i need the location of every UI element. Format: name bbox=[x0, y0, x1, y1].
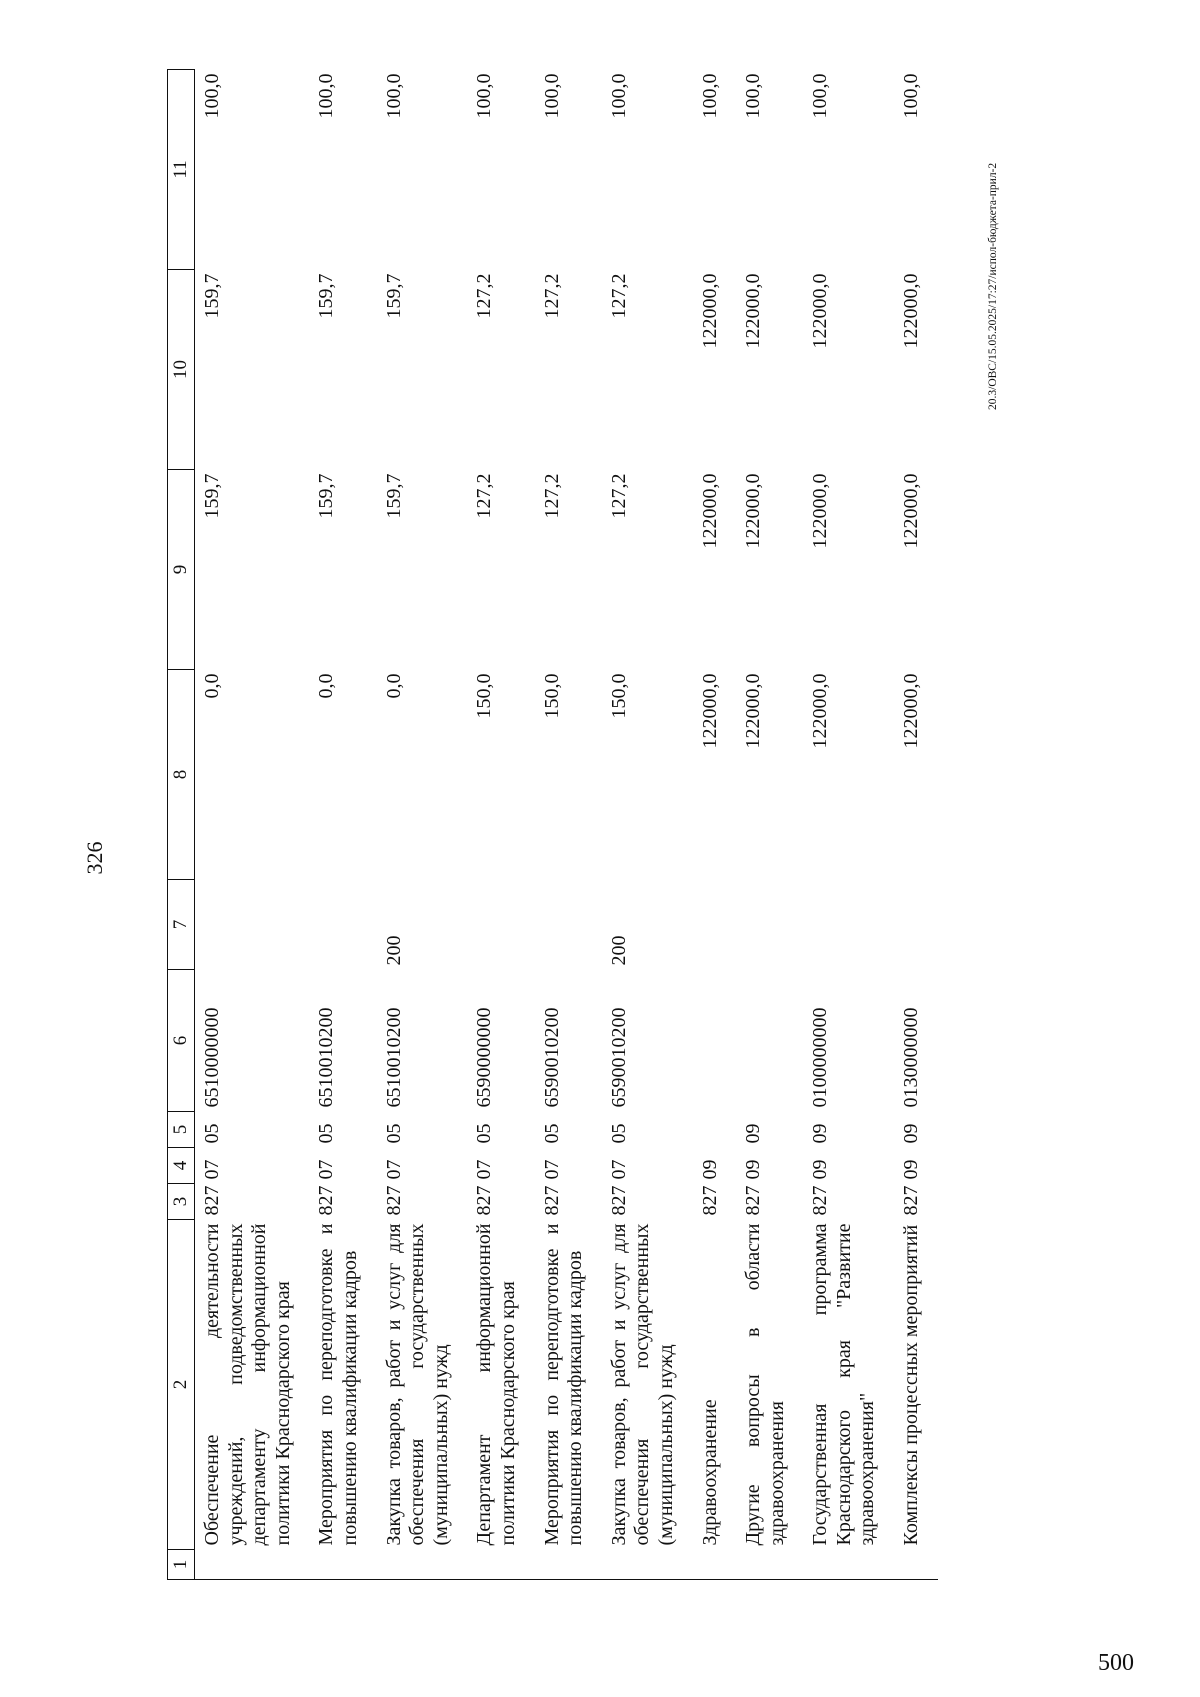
cell-c8: 122000,0 bbox=[809, 673, 832, 749]
cell-c3: 827 bbox=[698, 1185, 721, 1216]
cell-c8: 122000,0 bbox=[900, 673, 923, 749]
cell-c10: 122000,0 bbox=[742, 273, 765, 349]
cell-c3: 827 bbox=[315, 1185, 338, 1216]
cell-name: Закупка товаров, работ и услуг для обеспечения государственных (муниципальных) нужд bbox=[382, 1223, 452, 1546]
cell-col-1 bbox=[693, 1550, 737, 1580]
cell-c3: 827 bbox=[809, 1185, 832, 1216]
cell-col-1 bbox=[195, 1550, 310, 1580]
table-row bbox=[736, 70, 803, 1580]
cell-c4: 07 bbox=[315, 1159, 338, 1180]
cell-col-1 bbox=[602, 1550, 693, 1580]
column-header-8: 8 bbox=[168, 670, 195, 880]
cell-c6 bbox=[693, 970, 737, 1112]
cell-c8: 122000,0 bbox=[698, 673, 721, 749]
cell-c3: 827 bbox=[607, 1185, 630, 1216]
cell-c8: 122000,0 bbox=[742, 673, 765, 749]
cell-c11: 100,0 bbox=[742, 73, 765, 119]
cell-c7 bbox=[894, 880, 938, 970]
cell-c6: 6510010200 bbox=[315, 1007, 338, 1108]
cell-c3: 827 bbox=[382, 1185, 405, 1216]
cell-c11: 100,0 bbox=[698, 73, 721, 119]
cell-c11: 100,0 bbox=[900, 73, 923, 119]
cell-c7 bbox=[736, 880, 803, 970]
table-row bbox=[377, 70, 468, 1580]
cell-c8: 0,0 bbox=[315, 673, 338, 699]
cell-c4: 09 bbox=[809, 1159, 832, 1180]
cell-c11: 100,0 bbox=[382, 73, 405, 119]
cell-c10: 159,7 bbox=[382, 273, 405, 319]
cell-c4: 09 bbox=[900, 1159, 923, 1180]
cell-c6: 6590000000 bbox=[473, 1007, 496, 1108]
table-row bbox=[602, 70, 693, 1580]
table-row bbox=[894, 70, 938, 1580]
column-header-11: 11 bbox=[168, 70, 195, 270]
cell-c6 bbox=[736, 970, 803, 1112]
cell-name: Мероприятия по переподготовке и повышению квалификации кадров bbox=[315, 1223, 361, 1546]
cell-c9: 127,2 bbox=[473, 473, 496, 519]
cell-c11: 100,0 bbox=[540, 73, 563, 119]
cell-c7: 200 bbox=[382, 935, 405, 966]
cell-c9: 127,2 bbox=[607, 473, 630, 519]
cell-c7: 200 bbox=[607, 935, 630, 966]
cell-c5: 05 bbox=[201, 1123, 223, 1144]
budget-table-container bbox=[167, 70, 957, 1580]
column-number-row bbox=[168, 70, 195, 1580]
cell-name: Мероприятия по переподготовке и повышению квалификации кадров bbox=[540, 1223, 587, 1546]
cell-c4: 09 bbox=[742, 1159, 765, 1180]
cell-c3: 827 bbox=[540, 1185, 563, 1216]
table-row bbox=[467, 70, 534, 1580]
page-number: 326 bbox=[82, 841, 107, 875]
cell-name: Обеспечение деятельности учреждений, подведомственных департаменту информационной политики Краснодарского края bbox=[201, 1223, 294, 1546]
cell-c7 bbox=[195, 880, 310, 970]
cell-c6: 6510010200 bbox=[382, 1007, 405, 1108]
cell-c5: 05 bbox=[607, 1123, 630, 1144]
cell-c4: 07 bbox=[540, 1159, 563, 1180]
cell-c6: 0100000000 bbox=[809, 1007, 832, 1108]
cell-c9: 159,7 bbox=[382, 473, 405, 519]
cell-c8: 150,0 bbox=[540, 673, 563, 719]
cell-c9: 159,7 bbox=[315, 473, 338, 519]
cell-name: Здравоохранение bbox=[698, 1399, 721, 1546]
cell-col-1 bbox=[736, 1550, 803, 1580]
cell-c9: 122000,0 bbox=[900, 473, 923, 549]
cell-c10: 122000,0 bbox=[809, 273, 832, 349]
cell-c11: 100,0 bbox=[315, 73, 338, 119]
cell-c10: 159,7 bbox=[315, 273, 338, 319]
cell-c4: 07 bbox=[473, 1159, 496, 1180]
table-row bbox=[693, 70, 737, 1580]
cell-col-1 bbox=[535, 1550, 602, 1580]
cell-c10: 127,2 bbox=[473, 273, 496, 319]
cell-name: Другие вопросы в области здравоохранения bbox=[742, 1223, 788, 1546]
column-header-3: 3 bbox=[168, 1184, 195, 1220]
cell-c10: 159,7 bbox=[201, 273, 223, 319]
cell-col-1 bbox=[377, 1550, 468, 1580]
document-code: 20.3/ОВС/15.05.2025/17:27/испол-бюджета-прил-2 bbox=[987, 162, 999, 410]
cell-c9: 122000,0 bbox=[742, 473, 765, 549]
cell-c8: 0,0 bbox=[201, 673, 223, 699]
column-header-10: 10 bbox=[168, 270, 195, 470]
table-row bbox=[535, 70, 602, 1580]
cell-c5: 05 bbox=[315, 1123, 338, 1144]
sheet-number: 500 bbox=[1098, 1650, 1134, 1676]
cell-col-1 bbox=[803, 1550, 894, 1580]
cell-c9: 122000,0 bbox=[698, 473, 721, 549]
cell-c9: 122000,0 bbox=[809, 473, 832, 549]
cell-c8: 150,0 bbox=[607, 673, 630, 719]
cell-c3: 827 bbox=[742, 1185, 765, 1216]
cell-col-1 bbox=[309, 1550, 376, 1580]
cell-name: Государственная программа Краснодарского края "Развитие здравоохранения" bbox=[809, 1223, 879, 1546]
cell-c4: 07 bbox=[382, 1159, 405, 1180]
cell-c4: 09 bbox=[698, 1159, 721, 1180]
cell-name: Закупка товаров, работ и услуг для обеспечения государственных (муниципальных) нужд bbox=[607, 1223, 677, 1546]
cell-c7 bbox=[693, 880, 737, 970]
column-header-9: 9 bbox=[168, 470, 195, 670]
cell-c3: 827 bbox=[900, 1185, 923, 1216]
cell-c5: 05 bbox=[473, 1123, 496, 1144]
cell-c7 bbox=[467, 880, 534, 970]
cell-c9: 127,2 bbox=[540, 473, 563, 519]
cell-c5: 05 bbox=[540, 1123, 563, 1144]
column-header-6: 6 bbox=[168, 970, 195, 1112]
column-header-7: 7 bbox=[168, 880, 195, 970]
column-header-2: 2 bbox=[168, 1220, 195, 1550]
cell-c10: 127,2 bbox=[540, 273, 563, 319]
budget-table bbox=[167, 69, 938, 1580]
cell-c7 bbox=[309, 880, 376, 970]
cell-c3: 827 bbox=[201, 1185, 223, 1216]
cell-c11: 100,0 bbox=[201, 73, 223, 119]
cell-c5: 09 bbox=[809, 1123, 832, 1144]
cell-c5: 05 bbox=[382, 1123, 405, 1144]
cell-c10: 127,2 bbox=[607, 273, 630, 319]
cell-c10: 122000,0 bbox=[698, 273, 721, 349]
cell-c11: 100,0 bbox=[473, 73, 496, 119]
cell-c6: 6510000000 bbox=[201, 1007, 223, 1108]
cell-c4: 07 bbox=[201, 1159, 223, 1180]
cell-c6: 0130000000 bbox=[900, 1007, 923, 1108]
cell-c9: 159,7 bbox=[201, 473, 223, 519]
column-header-4: 4 bbox=[168, 1148, 195, 1184]
cell-c5: 09 bbox=[742, 1123, 765, 1144]
cell-c11: 100,0 bbox=[607, 73, 630, 119]
column-header-1: 1 bbox=[168, 1550, 195, 1580]
table-row bbox=[195, 70, 310, 1580]
cell-c8: 150,0 bbox=[473, 673, 496, 719]
cell-c7 bbox=[535, 880, 602, 970]
cell-c10: 122000,0 bbox=[900, 273, 923, 349]
table-body bbox=[195, 70, 938, 1580]
cell-col-1 bbox=[894, 1550, 938, 1580]
cell-c5: 09 bbox=[900, 1123, 923, 1144]
cell-col-1 bbox=[467, 1550, 534, 1580]
cell-c6: 6590010200 bbox=[540, 1007, 563, 1108]
cell-c3: 827 bbox=[473, 1185, 496, 1216]
cell-name: Комплексы процессных мероприятий bbox=[900, 1224, 923, 1546]
cell-c6: 6590010200 bbox=[607, 1007, 630, 1108]
cell-c5 bbox=[693, 1112, 737, 1148]
cell-c11: 100,0 bbox=[809, 73, 832, 119]
table-row bbox=[803, 70, 894, 1580]
table-row bbox=[309, 70, 376, 1580]
cell-c4: 07 bbox=[607, 1159, 630, 1180]
column-header-5: 5 bbox=[168, 1112, 195, 1148]
cell-c7 bbox=[803, 880, 894, 970]
cell-name: Департамент информационной политики Краснодарского края bbox=[473, 1223, 519, 1546]
cell-c8: 0,0 bbox=[382, 673, 405, 699]
